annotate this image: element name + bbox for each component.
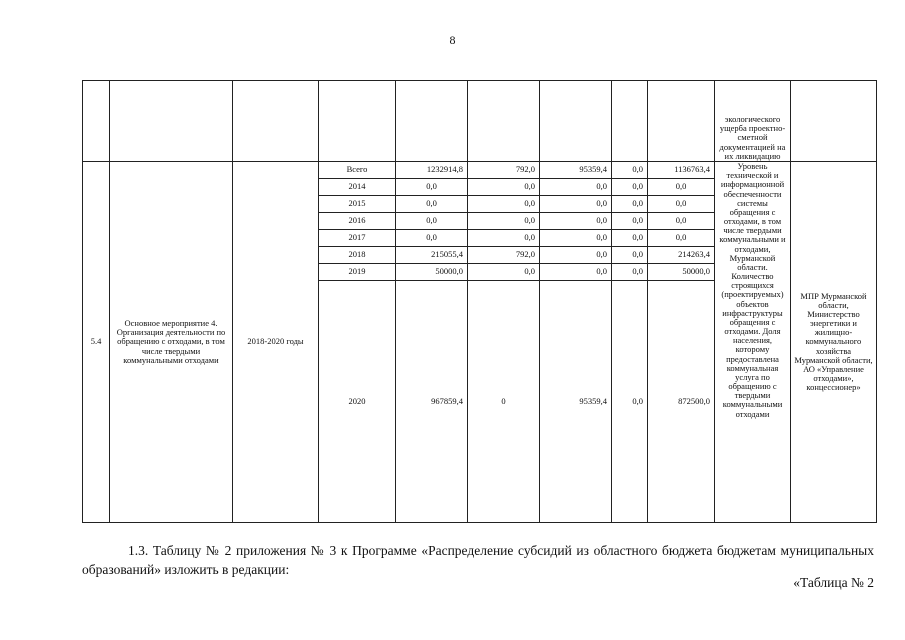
continued-indicator-text: экологического ущерба проектно-сметной документацией на их ликвидацию [715,81,791,162]
regional-cell: 0,0 [540,213,612,230]
regional-cell: 0,0 [540,247,612,264]
year-cell: 2016 [319,213,396,230]
local-cell: 0,0 [612,281,648,523]
regional-cell: 0,0 [540,230,612,247]
other-cell: 50000,0 [648,264,715,281]
program-table [82,80,877,523]
local-cell: 0,0 [612,230,648,247]
other-cell: 0,0 [648,230,715,247]
total-cell: 0,0 [396,179,468,196]
local-cell: 0,0 [612,213,648,230]
table-label: «Таблица № 2 [793,575,874,590]
federal-cell: 0,0 [468,179,540,196]
federal-cell: 0,0 [468,230,540,247]
year-cell: 2017 [319,230,396,247]
page-number: 8 [449,33,456,47]
year-cell: Всего [319,162,396,179]
federal-cell: 792,0 [468,162,540,179]
year-cell: 2020 [319,281,396,523]
regional-cell: 0,0 [540,264,612,281]
local-cell: 0,0 [612,264,648,281]
local-cell: 0,0 [612,247,648,264]
year-cell: 2015 [319,196,396,213]
measure-period: 2018-2020 годы [233,162,319,523]
federal-cell: 792,0 [468,247,540,264]
federal-cell: 0,0 [468,196,540,213]
total-cell: 215055,4 [396,247,468,264]
other-cell: 214263,4 [648,247,715,264]
year-cell: 2019 [319,264,396,281]
local-cell: 0,0 [612,196,648,213]
total-cell: 0,0 [396,230,468,247]
total-cell: 967859,4 [396,281,468,523]
year-cell: 2014 [319,179,396,196]
year-cell: 2018 [319,247,396,264]
regional-cell: 0,0 [540,179,612,196]
executors-text: МПР Мурманской области, Министерство энергетики и жилищно-коммунального хозяйства Мурманской области, АО «Управление отходами», концессионер» [791,162,877,523]
regional-cell: 0,0 [540,196,612,213]
regional-cell: 95359,4 [540,162,612,179]
local-cell: 0,0 [612,162,648,179]
federal-cell: 0,0 [468,264,540,281]
local-cell: 0,0 [612,179,648,196]
federal-cell: 0 [468,281,540,523]
total-cell: 50000,0 [396,264,468,281]
measure-name: Основное мероприятие 4. Организация деятельности по обращению с отходами, в том числе твердыми коммунальными отходами [110,162,233,523]
table-row [83,162,877,179]
other-cell: 872500,0 [648,281,715,523]
federal-cell: 0,0 [468,213,540,230]
other-cell: 0,0 [648,196,715,213]
continued-row [83,81,877,162]
row-number: 5.4 [83,162,110,523]
other-cell: 1136763,4 [648,162,715,179]
other-cell: 0,0 [648,213,715,230]
indicators-text: Уровень технической и информационной обеспеченности системы обращения с отходами, в том числе твердыми коммунальными и отходами, Мурманской области. Количество строящихся (проектируемых) объектов инфраструктуры обращения с отходами. Доля населения, которому предоставлена коммунальная услуга по обращению с твердыми коммунальными отходами [715,162,791,523]
total-cell: 0,0 [396,213,468,230]
regional-cell: 95359,4 [540,281,612,523]
total-cell: 0,0 [396,196,468,213]
total-cell: 1232914,8 [396,162,468,179]
other-cell: 0,0 [648,179,715,196]
amendment-paragraph: 1.3. Таблицу № 2 приложения № 3 к Программе «Распределение субсидий из областного бюджета бюджетам муниципальных образований» изложить в редакции: [82,543,874,577]
